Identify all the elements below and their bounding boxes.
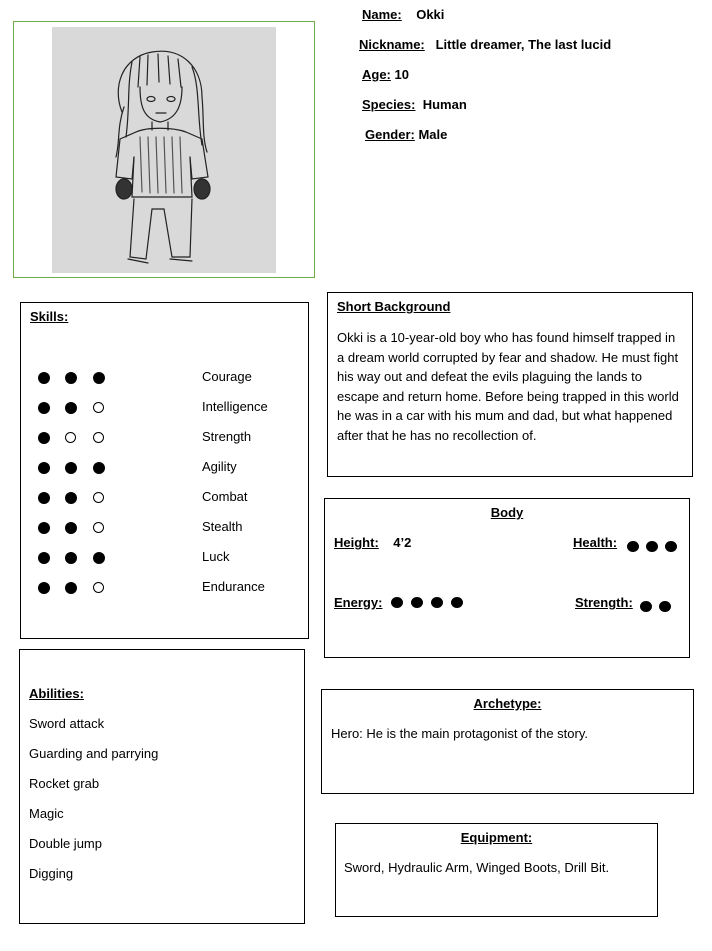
health-row (573, 535, 617, 550)
portrait-frame (13, 21, 315, 278)
archetype-panel (321, 689, 694, 794)
skill-label: Strength (202, 429, 252, 444)
skills-title: Skills: (30, 309, 69, 324)
skill-dot-empty (65, 432, 76, 443)
skill-dot-filled (93, 372, 105, 384)
skill-label: Combat (202, 489, 248, 504)
energy-dot (411, 597, 423, 608)
skill-dot-filled (38, 582, 50, 594)
skill-label: Intelligence (202, 399, 268, 414)
health-dot (627, 541, 639, 552)
energy-label: Energy: (334, 595, 383, 610)
body-panel (324, 498, 690, 658)
name-row (362, 7, 444, 22)
ability-item: Double jump (29, 836, 102, 851)
skill-dot-filled (38, 492, 50, 504)
skill-label: Stealth (202, 519, 243, 534)
species-label: Species: (362, 97, 416, 112)
species-row (362, 97, 467, 112)
gender-label: Gender: (365, 127, 415, 142)
skill-label: Luck (202, 549, 230, 564)
equipment-text: Sword, Hydraulic Arm, Winged Boots, Drill Bit. (344, 860, 610, 875)
height-label: Height: (334, 535, 379, 550)
abilities-title: Abilities: (29, 686, 84, 701)
energy-dot (431, 597, 443, 608)
skill-dot-empty (93, 582, 104, 593)
height-value: 4’2 (393, 535, 412, 550)
skill-dot-filled (65, 552, 77, 564)
ability-item: Digging (29, 866, 74, 881)
skill-dot-filled (65, 372, 77, 384)
abilities-panel (19, 649, 305, 924)
skill-dot-filled (38, 372, 50, 384)
name-value: Okki (416, 7, 445, 22)
skill-label: Courage (202, 369, 252, 384)
nickname-row (359, 37, 611, 52)
gender-row (365, 127, 447, 142)
energy-row (334, 595, 382, 610)
skill-dot-filled (65, 582, 77, 594)
skill-dot-empty (93, 432, 104, 443)
gender-value: Male (418, 127, 448, 142)
skill-dot-filled (65, 492, 77, 504)
strength-dot (640, 601, 652, 612)
background-title: Short Background (337, 299, 451, 314)
equipment-title: Equipment: (460, 830, 533, 845)
age-label: Age: (362, 67, 391, 82)
archetype-title: Archetype: (473, 696, 542, 711)
strength-label: Strength: (575, 595, 633, 610)
energy-dot (451, 597, 463, 608)
skill-dot-filled (93, 552, 105, 564)
background-panel (327, 292, 693, 477)
background-text: Okki is a 10-year-old boy who has found himself trapped in a dream world corrupted by fear and shadow. He must fight his way out and defeat the evils plaguing the lands to escape and return home. Before being trapped in this world he was in a car with his mum and dad, but what happened after that he has no recollection of. (337, 330, 679, 443)
portrait-image (52, 27, 276, 273)
skill-dot-filled (38, 402, 50, 414)
health-dot (646, 541, 658, 552)
skill-dot-filled (38, 432, 50, 444)
skill-dot-filled (93, 462, 105, 474)
skill-dot-empty (93, 522, 104, 533)
health-label: Health: (573, 535, 618, 550)
skill-dot-filled (38, 522, 50, 534)
ability-item: Rocket grab (29, 776, 100, 791)
age-row (362, 67, 409, 82)
health-dot (665, 541, 677, 552)
strength-dot (659, 601, 671, 612)
skill-dot-empty (93, 492, 104, 503)
ability-item: Sword attack (29, 716, 105, 731)
ability-item: Guarding and parrying (29, 746, 159, 761)
skill-dot-filled (38, 462, 50, 474)
skill-dot-filled (38, 552, 50, 564)
nickname-value: Little dreamer, The last lucid (435, 37, 612, 52)
archetype-text: Hero: He is the main protagonist of the story. (331, 726, 588, 741)
equipment-panel (335, 823, 658, 917)
name-label: Name: (362, 7, 402, 22)
ability-item: Magic (29, 806, 64, 821)
character-sketch-icon (52, 27, 276, 273)
skill-dot-filled (65, 522, 77, 534)
skill-dot-filled (65, 462, 77, 474)
skills-panel (20, 302, 309, 639)
strength-row (575, 595, 633, 610)
nickname-label: Nickname: (359, 37, 425, 52)
age-value: 10 (394, 67, 409, 82)
energy-dot (391, 597, 403, 608)
skill-dot-filled (65, 402, 77, 414)
body-title: Body (490, 505, 524, 520)
skill-label: Endurance (202, 579, 265, 594)
height-row (334, 535, 411, 550)
skill-dot-empty (93, 402, 104, 413)
skill-label: Agility (202, 459, 237, 474)
species-value: Human (422, 97, 467, 112)
